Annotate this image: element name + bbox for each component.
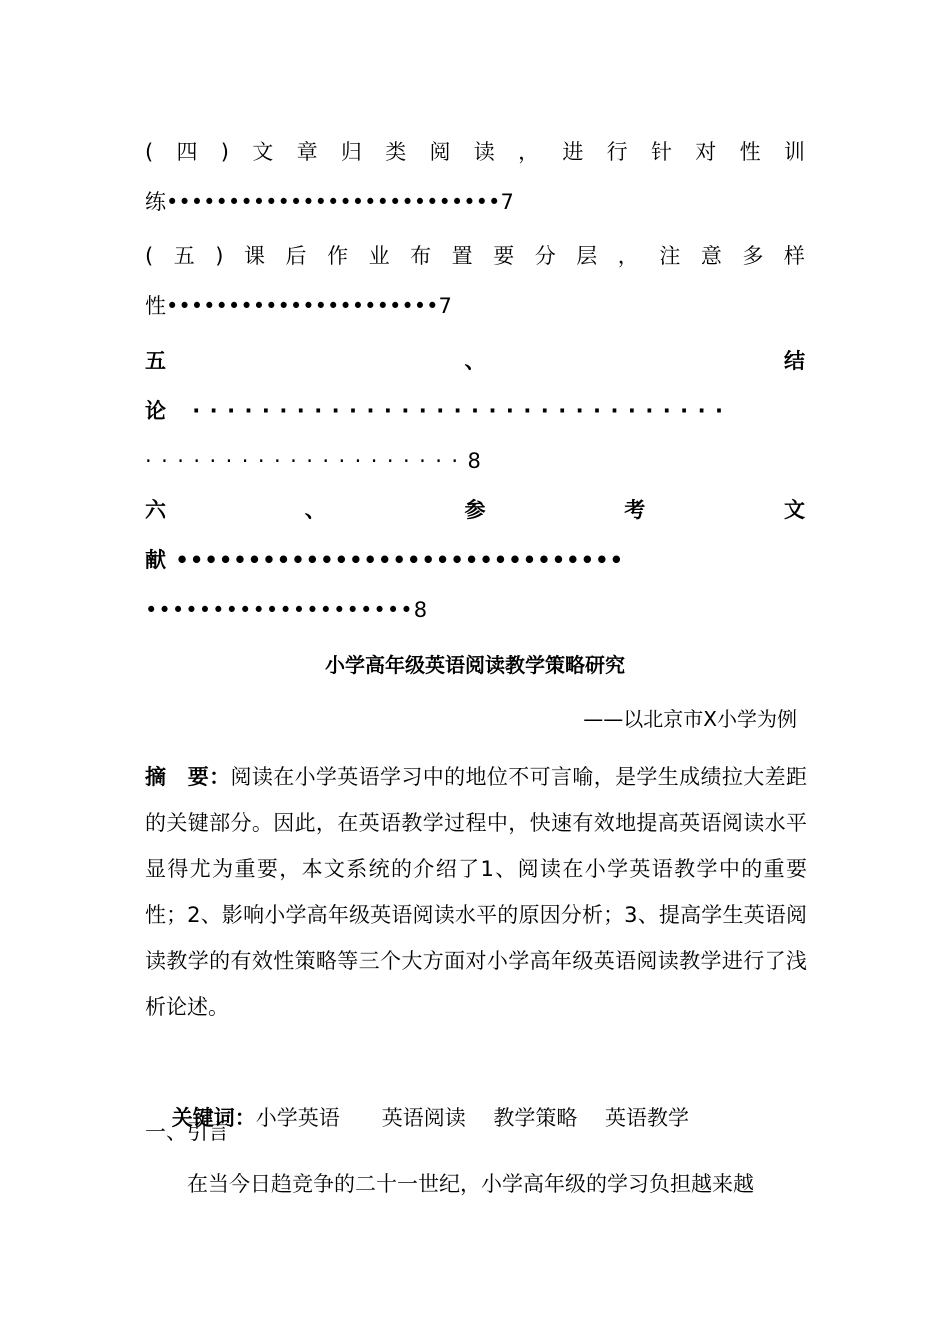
section-1-heading: 一、引言: [145, 1120, 229, 1144]
toc-section-6-line3: [145, 590, 805, 630]
sec6-char: 参: [464, 498, 486, 522]
toc5-char: 业: [368, 244, 390, 268]
toc4-char: 训: [783, 140, 805, 164]
abstract-text: 阅读在小学英语学习中的地位不可言喻，是学生成绩拉大差距的关键部分。因此，在英语教学过程中，快速有效地提高英语阅读水平显得尤为重要，本文系统的介绍了1、阅读在小学英语教学中的重要性；2、影响小学高年级英语阅读水平的原因分析；3、提高学生英语阅读教学的有效性策略等三个大方面对小学高年级英语阅读教学进行了浅析论述。: [145, 765, 807, 1019]
toc4-char: 进: [562, 140, 584, 164]
toc-section-5-line3: [145, 441, 805, 481]
toc4-char: 读: [473, 140, 495, 164]
toc4-char: 章: [296, 140, 318, 164]
toc-item-4-continuation: 练•••••••••••••••••••••••••••7: [145, 190, 514, 214]
toc-section-6-line1: [145, 490, 805, 530]
keywords: [145, 1058, 690, 1130]
toc5-char: 注: [659, 244, 681, 268]
toc5-char: 五: [173, 244, 195, 268]
toc5-char: 课: [244, 244, 265, 268]
toc5-char: 布: [410, 244, 432, 268]
toc5-char: (: [145, 244, 154, 268]
sec6-char: 六: [145, 498, 166, 522]
sec5-char: 、: [464, 349, 486, 373]
toc5-char: 分: [534, 244, 556, 268]
paper-subtitle: ——以北京市X小学为例: [583, 707, 797, 731]
toc4-char: 对: [695, 140, 717, 164]
toc5-char: 多: [742, 244, 764, 268]
keywords-label: 关键词：: [171, 1106, 256, 1130]
toc5-char: 作: [327, 244, 349, 268]
sec5-char: 结: [784, 349, 805, 373]
sec6-char: 、: [304, 498, 326, 522]
toc5-char: 意: [700, 244, 722, 268]
toc4-char: (: [145, 140, 154, 164]
toc-section-6-continuation: 献 •••••••••••••••••••••••••••••••: [145, 548, 625, 572]
toc-section-5-line2: [145, 391, 805, 431]
toc4-char: ，: [518, 140, 540, 164]
abstract: [145, 754, 807, 1030]
toc4-char: 阅: [429, 140, 451, 164]
toc4-char: 文: [252, 140, 274, 164]
toc-item-5-continuation: 性••••••••••••••••••••••7: [145, 294, 452, 318]
toc-section-6-line2: [145, 540, 805, 580]
toc4-char: 类: [385, 140, 407, 164]
paper-title: 小学高年级英语阅读教学策略研究: [325, 653, 625, 677]
toc-section-5-continuation: 论 ·······························: [145, 399, 733, 423]
toc4-char: 性: [739, 140, 761, 164]
section-1-paragraph: 在当今日趋竞争的二十一世纪，小学高年级的学习负担越来越: [187, 1172, 754, 1196]
toc5-char: 要: [493, 244, 515, 268]
sec6-char: 考: [624, 498, 646, 522]
toc-section-6-page: ••••••••••••••••••••8: [145, 598, 429, 622]
abstract-label: 摘 要：: [145, 765, 231, 789]
keywords-text: 小学英语 英语阅读 教学策略 英语教学: [255, 1106, 690, 1130]
toc4-char: 行: [606, 140, 628, 164]
sec5-char: 五: [145, 349, 166, 373]
toc5-char: ，: [617, 244, 639, 268]
toc-item-5-line1: [145, 236, 805, 276]
toc4-char: 归: [340, 140, 362, 164]
toc-item-4-line2: [145, 182, 805, 222]
toc-item-4-line1: [145, 132, 805, 172]
toc5-char: ): [215, 244, 224, 268]
sec6-char: 文: [784, 498, 805, 522]
toc5-char: 样: [783, 244, 805, 268]
toc4-char: ): [220, 140, 229, 164]
toc4-char: 针: [650, 140, 672, 164]
toc4-char: 四: [176, 140, 198, 164]
toc-section-5-page: ····················8: [145, 449, 491, 473]
toc5-char: 后: [285, 244, 307, 268]
toc5-char: 置: [451, 244, 473, 268]
toc-section-5-line1: [145, 341, 805, 381]
toc-item-5-line2: [145, 286, 805, 326]
toc5-char: 层: [576, 244, 598, 268]
